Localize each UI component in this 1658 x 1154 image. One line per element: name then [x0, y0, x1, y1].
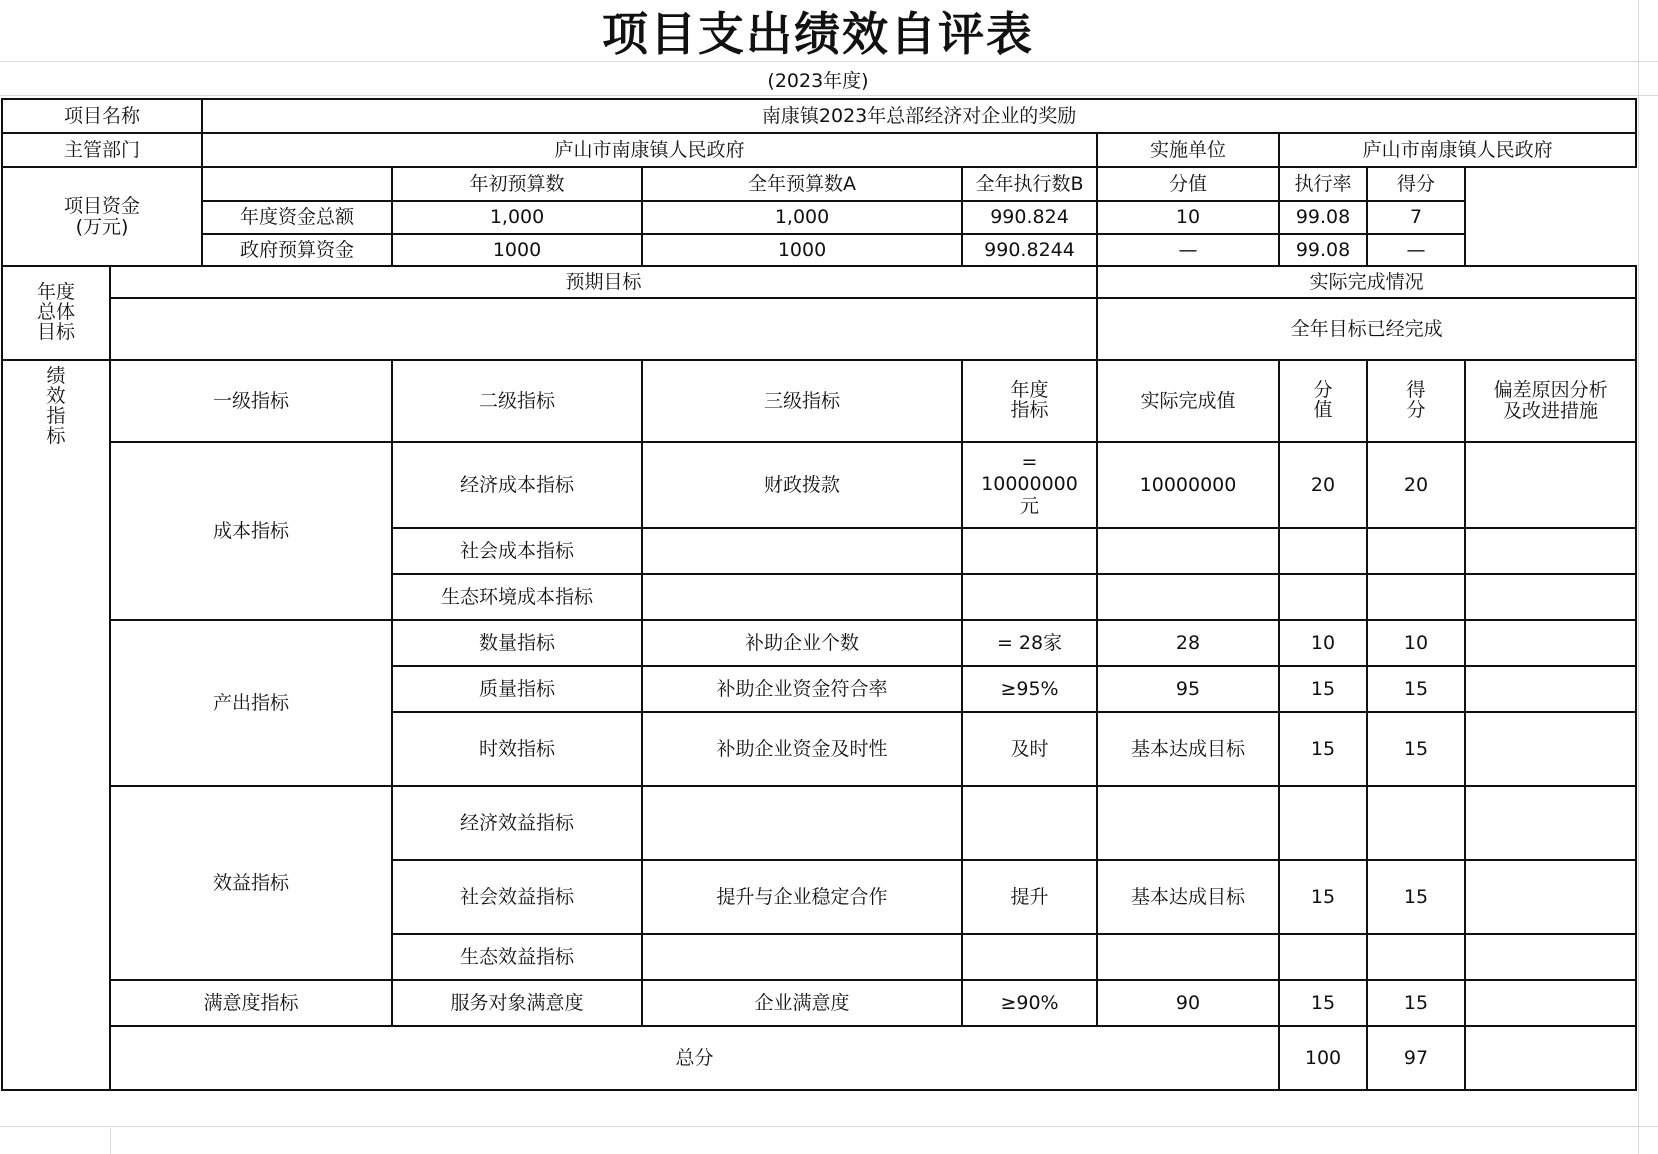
- score-cell[interactable]: [1367, 786, 1465, 860]
- header-actual-text: 实际完成值: [1140, 389, 1236, 412]
- level1-cost: 成本指标: [110, 442, 392, 620]
- funds-total-row: [2, 201, 1636, 234]
- score-value-cell[interactable]: 15: [1279, 860, 1367, 934]
- perf-indicators-label-text: 绩效指标: [46, 365, 66, 447]
- annual-goal-label-text: 年度总体目标: [36, 281, 75, 343]
- score-cell[interactable]: [1367, 528, 1465, 574]
- header-level3: 三级指标: [642, 360, 962, 442]
- annual-target-cell[interactable]: [962, 574, 1097, 620]
- level1-output: 产出指标: [110, 620, 392, 786]
- level3-cell[interactable]: [642, 786, 962, 860]
- score-value-cell[interactable]: 15: [1279, 712, 1367, 786]
- reason-cell[interactable]: [1465, 786, 1636, 860]
- actual-value-cell[interactable]: [1097, 786, 1279, 860]
- reason-cell[interactable]: [1465, 712, 1636, 786]
- reason-cell[interactable]: [1465, 442, 1636, 528]
- annual-target-cell[interactable]: 提升: [962, 860, 1097, 934]
- funds-gov-row: [2, 234, 1636, 266]
- header-score-value: [1279, 360, 1367, 442]
- total-row: [2, 1026, 1636, 1090]
- score-cell[interactable]: [1367, 934, 1465, 980]
- annual-target-cell[interactable]: [962, 786, 1097, 860]
- funds-rate[interactable]: 99.08: [1279, 201, 1367, 234]
- project-name-value[interactable]: 南康镇2023年总部经济对企业的奖励: [202, 99, 1636, 133]
- level2-cell: 服务对象满意度: [392, 980, 642, 1026]
- reason-cell[interactable]: [1465, 860, 1636, 934]
- funds-annual[interactable]: 1000: [642, 234, 962, 266]
- actual-completion-value[interactable]: 全年目标已经完成: [1097, 298, 1636, 360]
- funds-header-annual: 全年预算数A: [642, 167, 962, 201]
- reason-cell[interactable]: [1465, 934, 1636, 980]
- funds-header-initial: 年初预算数: [392, 167, 642, 201]
- annual-target-text: = 10000000 元: [981, 451, 1078, 517]
- level2-cell: 时效指标: [392, 712, 642, 786]
- indicator-row: [2, 980, 1636, 1026]
- level1-benefit: 效益指标: [110, 786, 392, 980]
- score-cell[interactable]: [1367, 574, 1465, 620]
- indicator-row: [2, 442, 1636, 528]
- reason-cell[interactable]: [1465, 574, 1636, 620]
- header-actual: [1097, 360, 1279, 442]
- reason-cell[interactable]: [1465, 528, 1636, 574]
- report-year: (2023年度): [767, 69, 869, 92]
- funds-header-rate: 执行率: [1279, 167, 1367, 201]
- actual-value-cell[interactable]: 10000000: [1097, 442, 1279, 528]
- annual-target-cell[interactable]: 及时: [962, 712, 1097, 786]
- level2-cell: 质量指标: [392, 666, 642, 712]
- score-cell[interactable]: 10: [1367, 620, 1465, 666]
- level3-cell[interactable]: [642, 934, 962, 980]
- funds-rate[interactable]: 99.08: [1279, 234, 1367, 266]
- score-value-cell[interactable]: 10: [1279, 620, 1367, 666]
- actual-value-cell[interactable]: [1097, 528, 1279, 574]
- indicator-header-row: [2, 360, 1636, 442]
- actual-value-cell[interactable]: 基本达成目标: [1097, 860, 1279, 934]
- gridline: [0, 1126, 1658, 1127]
- expected-goal-value[interactable]: [110, 298, 1097, 360]
- actual-value-cell[interactable]: [1097, 574, 1279, 620]
- score-value-cell[interactable]: [1279, 786, 1367, 860]
- gridline: [110, 1128, 111, 1154]
- score-value-cell[interactable]: 20: [1279, 442, 1367, 528]
- annual-target-cell[interactable]: [962, 528, 1097, 574]
- funds-header-score-value: 分值: [1097, 167, 1279, 201]
- funds-initial[interactable]: 1,000: [392, 201, 642, 234]
- funds-label: 项目资金 (万元): [2, 167, 202, 266]
- level3-cell[interactable]: 补助企业资金及时性: [642, 712, 962, 786]
- gridline: [0, 95, 1658, 96]
- actual-value-cell[interactable]: [1097, 934, 1279, 980]
- header-reason-text: 偏差原因分析及改进措施: [1493, 379, 1608, 422]
- funds-score-value[interactable]: —: [1097, 234, 1279, 266]
- level3-cell[interactable]: 补助企业个数: [642, 620, 962, 666]
- funds-executed[interactable]: 990.824: [962, 201, 1097, 234]
- expected-goal-header: 预期目标: [110, 266, 1097, 298]
- level3-cell[interactable]: [642, 574, 962, 620]
- annual-target-cell[interactable]: [962, 442, 1097, 528]
- score-cell[interactable]: 20: [1367, 442, 1465, 528]
- level3-cell[interactable]: 企业满意度: [642, 980, 962, 1026]
- level2-cell: 社会效益指标: [392, 860, 642, 934]
- actual-value-cell[interactable]: 基本达成目标: [1097, 712, 1279, 786]
- reason-cell[interactable]: [1465, 666, 1636, 712]
- evaluation-table: [1, 98, 1637, 1091]
- score-value-cell[interactable]: [1279, 528, 1367, 574]
- impl-unit-value[interactable]: 庐山市南康镇人民政府: [1279, 133, 1636, 167]
- dept-value[interactable]: 庐山市南康镇人民政府: [202, 133, 1097, 167]
- actual-completion-header: 实际完成情况: [1097, 266, 1636, 298]
- impl-unit-label: 实施单位: [1097, 133, 1279, 167]
- level2-cell: 经济成本指标: [392, 442, 642, 528]
- header-level1: 一级指标: [110, 360, 392, 442]
- header-annual-text: 年度指标: [1010, 379, 1049, 421]
- header-score: [1367, 360, 1465, 442]
- total-score[interactable]: 97: [1367, 1026, 1465, 1090]
- total-label: 总分: [110, 1026, 1279, 1090]
- header-annual: [962, 360, 1097, 442]
- level2-cell: 生态环境成本指标: [392, 574, 642, 620]
- funds-score-value[interactable]: 10: [1097, 201, 1279, 234]
- annual-target-cell[interactable]: [962, 934, 1097, 980]
- total-score-value[interactable]: 100: [1279, 1026, 1367, 1090]
- level3-cell[interactable]: [642, 528, 962, 574]
- level2-cell: 数量指标: [392, 620, 642, 666]
- level2-cell: 社会成本指标: [392, 528, 642, 574]
- funds-header-score: 得分: [1367, 167, 1465, 201]
- indicator-row: [2, 786, 1636, 860]
- actual-value-cell[interactable]: 90: [1097, 980, 1279, 1026]
- annual-target-cell[interactable]: ≥90%: [962, 980, 1097, 1026]
- score-value-cell[interactable]: [1279, 574, 1367, 620]
- score-value-cell[interactable]: 15: [1279, 666, 1367, 712]
- score-value-cell[interactable]: 15: [1279, 980, 1367, 1026]
- funds-row-label: 年度资金总额: [202, 201, 392, 234]
- gridline: [1638, 0, 1639, 1154]
- funds-score[interactable]: —: [1367, 234, 1465, 266]
- funds-header-blank: [202, 167, 392, 201]
- annual-target-cell[interactable]: ≥95%: [962, 666, 1097, 712]
- actual-value-cell[interactable]: 95: [1097, 666, 1279, 712]
- goal-header-row: [2, 266, 1636, 298]
- funds-header-row: [2, 167, 1636, 201]
- total-reason[interactable]: [1465, 1026, 1636, 1090]
- funds-initial[interactable]: 1000: [392, 234, 642, 266]
- dept-label: 主管部门: [2, 133, 202, 167]
- funds-row-label: 政府预算资金: [202, 234, 392, 266]
- header-level2: 二级指标: [392, 360, 642, 442]
- project-name-row: [2, 99, 1636, 133]
- funds-header-executed: 全年执行数B: [962, 167, 1097, 201]
- indicator-row: [2, 620, 1636, 666]
- page-title: 项目支出绩效自评表: [602, 7, 1034, 61]
- funds-score[interactable]: 7: [1367, 201, 1465, 234]
- score-cell[interactable]: 15: [1367, 860, 1465, 934]
- annual-target-cell[interactable]: = 28家: [962, 620, 1097, 666]
- level2-cell: 生态效益指标: [392, 934, 642, 980]
- header-reason: [1465, 360, 1636, 442]
- reason-cell[interactable]: [1465, 620, 1636, 666]
- actual-value-cell[interactable]: 28: [1097, 620, 1279, 666]
- score-cell[interactable]: 15: [1367, 712, 1465, 786]
- funds-executed[interactable]: 990.8244: [962, 234, 1097, 266]
- score-value-cell[interactable]: [1279, 934, 1367, 980]
- level3-cell[interactable]: 提升与企业稳定合作: [642, 860, 962, 934]
- score-cell[interactable]: 15: [1367, 666, 1465, 712]
- level1-satisfaction: 满意度指标: [110, 980, 392, 1026]
- header-score-value-text: 分值: [1313, 379, 1333, 421]
- level3-cell[interactable]: 财政拨款: [642, 442, 962, 528]
- level2-cell: 经济效益指标: [392, 786, 642, 860]
- annual-goal-label: [2, 266, 110, 360]
- header-score-text: 得分: [1406, 379, 1426, 421]
- score-cell[interactable]: 15: [1367, 980, 1465, 1026]
- funds-annual[interactable]: 1,000: [642, 201, 962, 234]
- project-name-label: 项目名称: [2, 99, 202, 133]
- level3-cell[interactable]: 补助企业资金符合率: [642, 666, 962, 712]
- goal-content-row: [2, 298, 1636, 360]
- perf-indicators-label: [2, 360, 110, 1090]
- reason-cell[interactable]: [1465, 980, 1636, 1026]
- department-row: [2, 133, 1636, 167]
